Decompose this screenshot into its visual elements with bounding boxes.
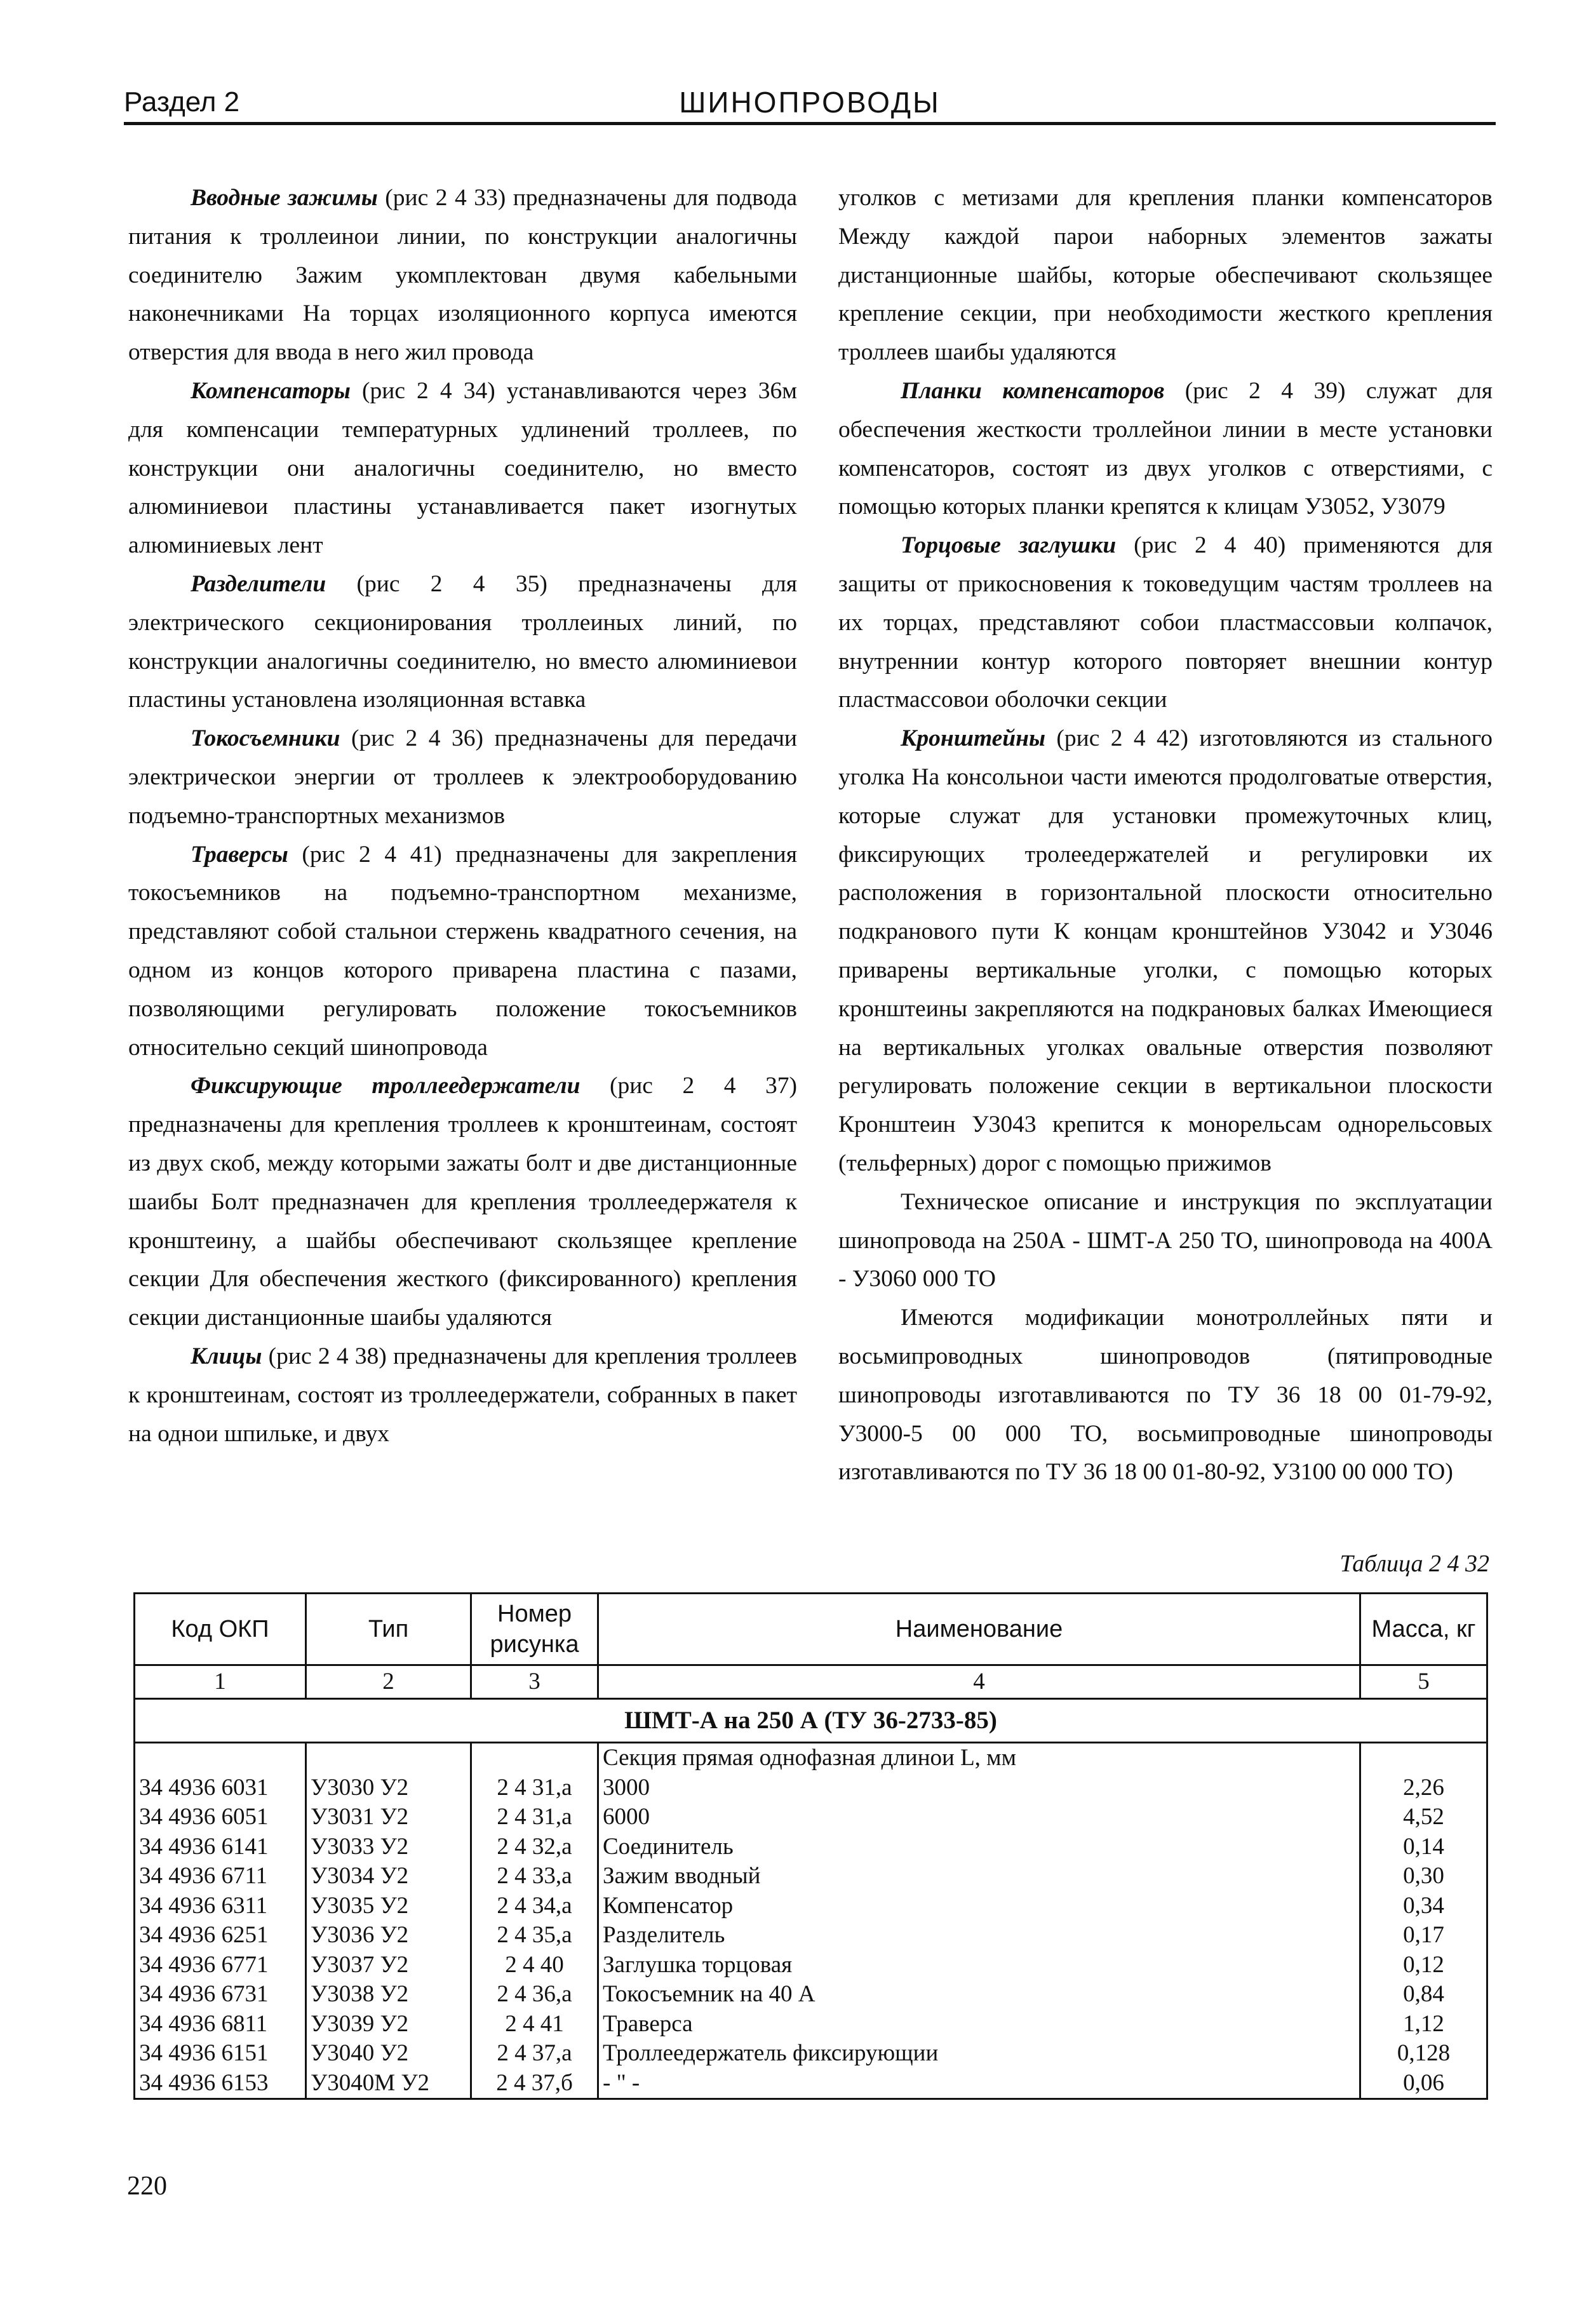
cell-type: У3038 У2: [306, 1980, 471, 2010]
cell-mass: 2,26: [1360, 1773, 1487, 1803]
cell-name: Зажим вводный: [598, 1862, 1360, 1891]
table-row: [135, 2069, 1487, 2099]
cell-name: 6000: [598, 1803, 1360, 1832]
paragraph: [838, 1299, 1493, 1492]
table-header-row: [135, 1594, 1487, 1665]
table-row: [135, 1980, 1487, 2010]
cell-type: [306, 1743, 471, 1773]
col-header-code: Код ОКП: [135, 1594, 306, 1665]
cell-type: У3036 У2: [306, 1921, 471, 1951]
paragraph-text: (рис 2 4 39) служат для обеспечения жесткости троллейнои линии в месте установки компенсаторов, состоят из двух уголков с отверстиями, с помощью которых планки крепятся к клицам У3052, У3079: [838, 377, 1493, 520]
cell-mass: 0,06: [1360, 2069, 1487, 2099]
cell-name: 3000: [598, 1773, 1360, 1803]
cell-name: Секция прямая однофазная длинои L, мм: [598, 1743, 1360, 1773]
paragraph-text: (рис 2 4 35) предназначены для электрического секционирования троллеиных линий, по конструкции аналогичны соединителю, но вместо алюминиевои пластины установлена изоляционная вставка: [128, 570, 797, 713]
cell-code: 34 4936 6151: [135, 2039, 306, 2069]
term: Клицы: [191, 1343, 262, 1369]
col-header-name: Наименование: [598, 1594, 1360, 1665]
spec-table: [133, 1592, 1488, 2100]
cell-type: У3040М У2: [306, 2069, 471, 2099]
cell-code: 34 4936 6311: [135, 1891, 306, 1921]
cell-code: 34 4936 6251: [135, 1921, 306, 1951]
cell-mass: 0,30: [1360, 1862, 1487, 1891]
cell-name: Токосъемник на 40 А: [598, 1980, 1360, 2010]
header-rule: [124, 122, 1496, 125]
group-title: ШМТ-А на 250 А (ТУ 36-2733-85): [135, 1699, 1487, 1743]
term: Траверсы: [191, 841, 288, 868]
cell-figure: 2 4 34,а: [471, 1891, 598, 1921]
paragraph: [838, 527, 1493, 720]
term: Разделители: [191, 570, 326, 597]
table-row: [135, 1891, 1487, 1921]
paragraph-text: (рис 2 4 37) предназначены для крепления троллеев к кронштеинам, состоят из двух скоб, между которыми зажаты болт и две дистанционные шаибы Болт предназначен для крепления троллеедержателя к кронштеину, а шайбы обеспечивают скользящее крепление секции Для обеспечения жесткого (фиксированного) крепления секции дистанционные шаибы удаляются: [128, 1073, 797, 1331]
cell-mass: 4,52: [1360, 1803, 1487, 1832]
cell-type: У3035 У2: [306, 1891, 471, 1921]
col-number: 1: [135, 1665, 306, 1699]
cell-type: У3040 У2: [306, 2039, 471, 2069]
column-number-row: [135, 1665, 1487, 1699]
paragraph-text: (рис 2 4 38) предназначены для крепления троллеев к кронштеинам, состоят из троллеедержатели, собранных в пакет на однои шпильке, и двух: [128, 1343, 797, 1447]
cell-figure: 2 4 32,а: [471, 1832, 598, 1862]
cell-type: У3033 У2: [306, 1832, 471, 1862]
paragraph: [128, 720, 797, 835]
paragraph-text: (рис 2 4 34) устанавливаются через 36м для компенсации температурных удлинений троллеев, по конструкции они аналогичны соединителю, но вместо алюминиевои пластины устанавливается пакет изогнутых алюминиевых лент: [128, 377, 797, 559]
cell-figure: 2 4 37,б: [471, 2069, 598, 2099]
left-column: [128, 179, 797, 1453]
table-row: [135, 2010, 1487, 2039]
term: Торцовые заглушки: [901, 532, 1117, 559]
cell-name: Заглушка торцовая: [598, 1951, 1360, 1980]
cell-mass: [1360, 1743, 1487, 1773]
table-body: [135, 1743, 1487, 2099]
cell-figure: 2 4 37,а: [471, 2039, 598, 2069]
cell-mass: 1,12: [1360, 2010, 1487, 2039]
table-row: [135, 2039, 1487, 2069]
paragraph-text: (рис 2 4 40) применяются для защиты от прикосновения к токоведущим частям троллеев на их торцах, представляют собои пластмассовыи колпачок, внутреннии контур которого повторяет внешнии контур пластмассовои оболочки секции: [838, 532, 1493, 713]
paragraph-text: Имеются модификации монотроллейных пяти и восьмипроводных шинопроводов (пятипроводные шинопроводы изготавливаются по ТУ 36 18 00 01-79-92, У3000-5 00 000 ТО, восьмипроводные шинопроводы изготавливаются по ТУ 36 18 00 01-80-92, У3100 00 000 ТО): [838, 1305, 1493, 1486]
cell-code: 34 4936 6731: [135, 1980, 306, 2010]
cell-figure: 2 4 41: [471, 2010, 598, 2039]
cell-name: Траверса: [598, 2010, 1360, 2039]
cell-code: 34 4936 6051: [135, 1803, 306, 1832]
paragraph-text: (рис 2 4 42) изготовляются из стального уголка На консольнои части имеются продолговатые отверстия, которые служат для установки промежуточных клиц, фиксирующих тролеедержателей и регулировки их расположения в горизонтальной плоскости относительно подкранового пути К концам кронштейнов У3042 и У3046 приварены вертикальные уголки, с помощью которых кронштеины закрепляются на подкрановых балках Имеющиеся на вертикальных уголках овальные отверстия позволяют регулировать положение секции в вертикальнои плоскости Кронштеин У3043 крепится к монорельсам однорельсовых (тельферных) дорог с помощью прижимов: [838, 725, 1493, 1176]
cell-mass: 0,12: [1360, 1951, 1487, 1980]
cell-code: 34 4936 6153: [135, 2069, 306, 2099]
section-label: Раздел 2: [124, 86, 240, 118]
paragraph-text: (рис 2 4 41) предназначены для закрепления токосъемников на подъемно-транспортном механизме, представляют собой стальнои стержень квадратного сечения, на одном из концов которого приварена пластина с пазами, позволяющими регулировать положение токосъемников относительно секций шинопровода: [128, 841, 797, 1061]
cell-figure: 2 4 40: [471, 1951, 598, 1980]
term: Компенсаторы: [191, 377, 351, 404]
table-row: [135, 1803, 1487, 1832]
paragraph: [128, 372, 797, 565]
paragraph: [838, 179, 1493, 372]
cell-type: У3037 У2: [306, 1951, 471, 1980]
paragraph-text: (рис 2 4 36) предназначены для передачи электрическои энергии от троллеев к электрооборудованию подъемно-транспортных механизмов: [128, 725, 797, 829]
cell-name: Соединитель: [598, 1832, 1360, 1862]
paragraph: [128, 179, 797, 372]
paragraph: [838, 1183, 1493, 1299]
table-row: [135, 1862, 1487, 1891]
cell-type: У3031 У2: [306, 1803, 471, 1832]
group-row: [135, 1699, 1487, 1743]
cell-code: [135, 1743, 306, 1773]
paragraph: [838, 720, 1493, 1183]
col-number: 3: [471, 1665, 598, 1699]
paragraph: [128, 1067, 797, 1338]
cell-mass: 0,34: [1360, 1891, 1487, 1921]
paragraph-text: Техническое описание и инструкция по эксплуатации шинопровода на 250А - ШМТ-А 250 ТО, шинопровода на 400А - У3060 000 ТО: [838, 1188, 1493, 1293]
table-caption: Таблица 2 4 32: [1339, 1550, 1489, 1577]
col-header-figure: Номер рисунка: [471, 1594, 598, 1665]
right-column: [838, 179, 1493, 1492]
paragraph: [128, 565, 797, 720]
cell-name: - " -: [598, 2069, 1360, 2099]
col-header-type: Тип: [306, 1594, 471, 1665]
cell-figure: 2 4 33,а: [471, 1862, 598, 1891]
col-number: 4: [598, 1665, 1360, 1699]
cell-mass: 0,128: [1360, 2039, 1487, 2069]
cell-code: 34 4936 6771: [135, 1951, 306, 1980]
term: Планки компенсаторов: [901, 377, 1165, 404]
cell-name: Троллеедержатель фиксирующии: [598, 2039, 1360, 2069]
paragraph: [128, 836, 797, 1068]
paragraph: [128, 1338, 797, 1453]
cell-figure: 2 4 36,а: [471, 1980, 598, 2010]
cell-figure: 2 4 31,а: [471, 1803, 598, 1832]
cell-name: Компенсатор: [598, 1891, 1360, 1921]
table-row: [135, 1832, 1487, 1862]
paragraph: [838, 372, 1493, 527]
table-row: [135, 1773, 1487, 1803]
col-header-mass: Масса, кг: [1360, 1594, 1487, 1665]
term: Вводные зажимы: [191, 185, 378, 211]
cell-figure: 2 4 35,а: [471, 1921, 598, 1951]
cell-mass: 0,14: [1360, 1832, 1487, 1862]
cell-code: 34 4936 6711: [135, 1862, 306, 1891]
header-title: ШИНОПРОВОДЫ: [679, 86, 941, 119]
page-number: 220: [127, 2172, 167, 2201]
cell-mass: 0,17: [1360, 1921, 1487, 1951]
cell-mass: 0,84: [1360, 1980, 1487, 2010]
cell-type: У3039 У2: [306, 2010, 471, 2039]
table-row: [135, 1951, 1487, 1980]
cell-name: Разделитель: [598, 1921, 1360, 1951]
cell-code: 34 4936 6811: [135, 2010, 306, 2039]
cell-type: У3034 У2: [306, 1862, 471, 1891]
term: Кронштейны: [901, 725, 1046, 752]
cell-figure: [471, 1743, 598, 1773]
cell-code: 34 4936 6031: [135, 1773, 306, 1803]
col-number: 5: [1360, 1665, 1487, 1699]
paragraph-text: уголков с метизами для крепления планки компенсаторов Между каждой парои наборных элементов зажаты дистанционные шайбы, которые обеспечивают скользящее крепление секции, при необходимости жесткого крепления троллеев шаибы удаляются: [838, 185, 1493, 366]
paragraph-text: (рис 2 4 33) предназначены для подвода питания к троллеинои линии, по конструкции аналогичны соединителю Зажим укомплектован двумя кабельными наконечниками На торцах изоляционного корпуса имеются отверстия для ввода в него жил провода: [128, 185, 798, 366]
cell-figure: 2 4 31,а: [471, 1773, 598, 1803]
col-number: 2: [306, 1665, 471, 1699]
page-header: [124, 75, 1496, 127]
cell-code: 34 4936 6141: [135, 1832, 306, 1862]
term: Фиксирующие троллеедержатели: [191, 1073, 580, 1099]
table-row: [135, 1743, 1487, 1773]
cell-type: У3030 У2: [306, 1773, 471, 1803]
table-row: [135, 1921, 1487, 1951]
term: Токосъемники: [191, 725, 340, 752]
